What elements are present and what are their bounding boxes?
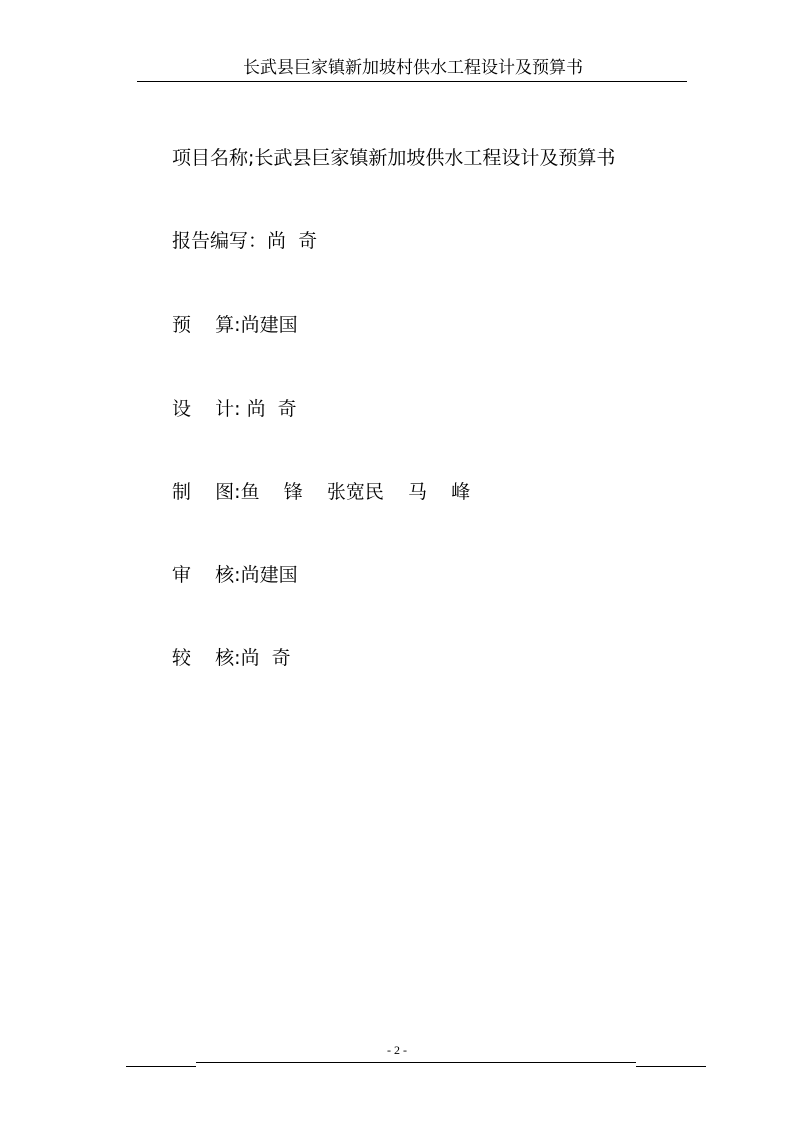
- field-drawing: [172, 480, 470, 504]
- field-design: [172, 397, 297, 421]
- page-number: - 2 -: [387, 1043, 407, 1057]
- field-project-name: [172, 146, 615, 170]
- field-label: 设 计:: [172, 398, 241, 420]
- field-label: 较 核:: [172, 647, 241, 669]
- field-value: 尚建国: [240, 314, 298, 336]
- field-value: 尚建国: [240, 564, 298, 586]
- field-review: [172, 563, 298, 587]
- footer-rule-right: [636, 1066, 706, 1067]
- field-budget: [172, 313, 298, 337]
- field-label: 报告编写：: [172, 230, 268, 252]
- header-title: 长武县巨家镇新加坡村供水工程设计及预算书: [243, 58, 583, 78]
- footer-rule-left: [126, 1066, 196, 1067]
- field-value: 鱼 锋 张宽民 马 峰: [240, 481, 471, 503]
- header-rule: [137, 81, 687, 82]
- field-value: 尚 奇: [267, 230, 318, 252]
- footer-rule-middle: [196, 1062, 636, 1063]
- field-value: 尚 奇: [240, 647, 291, 669]
- field-label: 预 算:: [172, 314, 241, 336]
- field-label: 制 图:: [172, 481, 241, 503]
- field-label: 审 核:: [172, 564, 241, 586]
- field-proofread: [172, 646, 291, 670]
- field-value: 尚 奇: [240, 398, 297, 420]
- field-label: 项目名称;: [172, 147, 255, 169]
- field-report-author: [172, 229, 317, 253]
- field-value: 长武县巨家镇新加坡供水工程设计及预算书: [254, 147, 616, 169]
